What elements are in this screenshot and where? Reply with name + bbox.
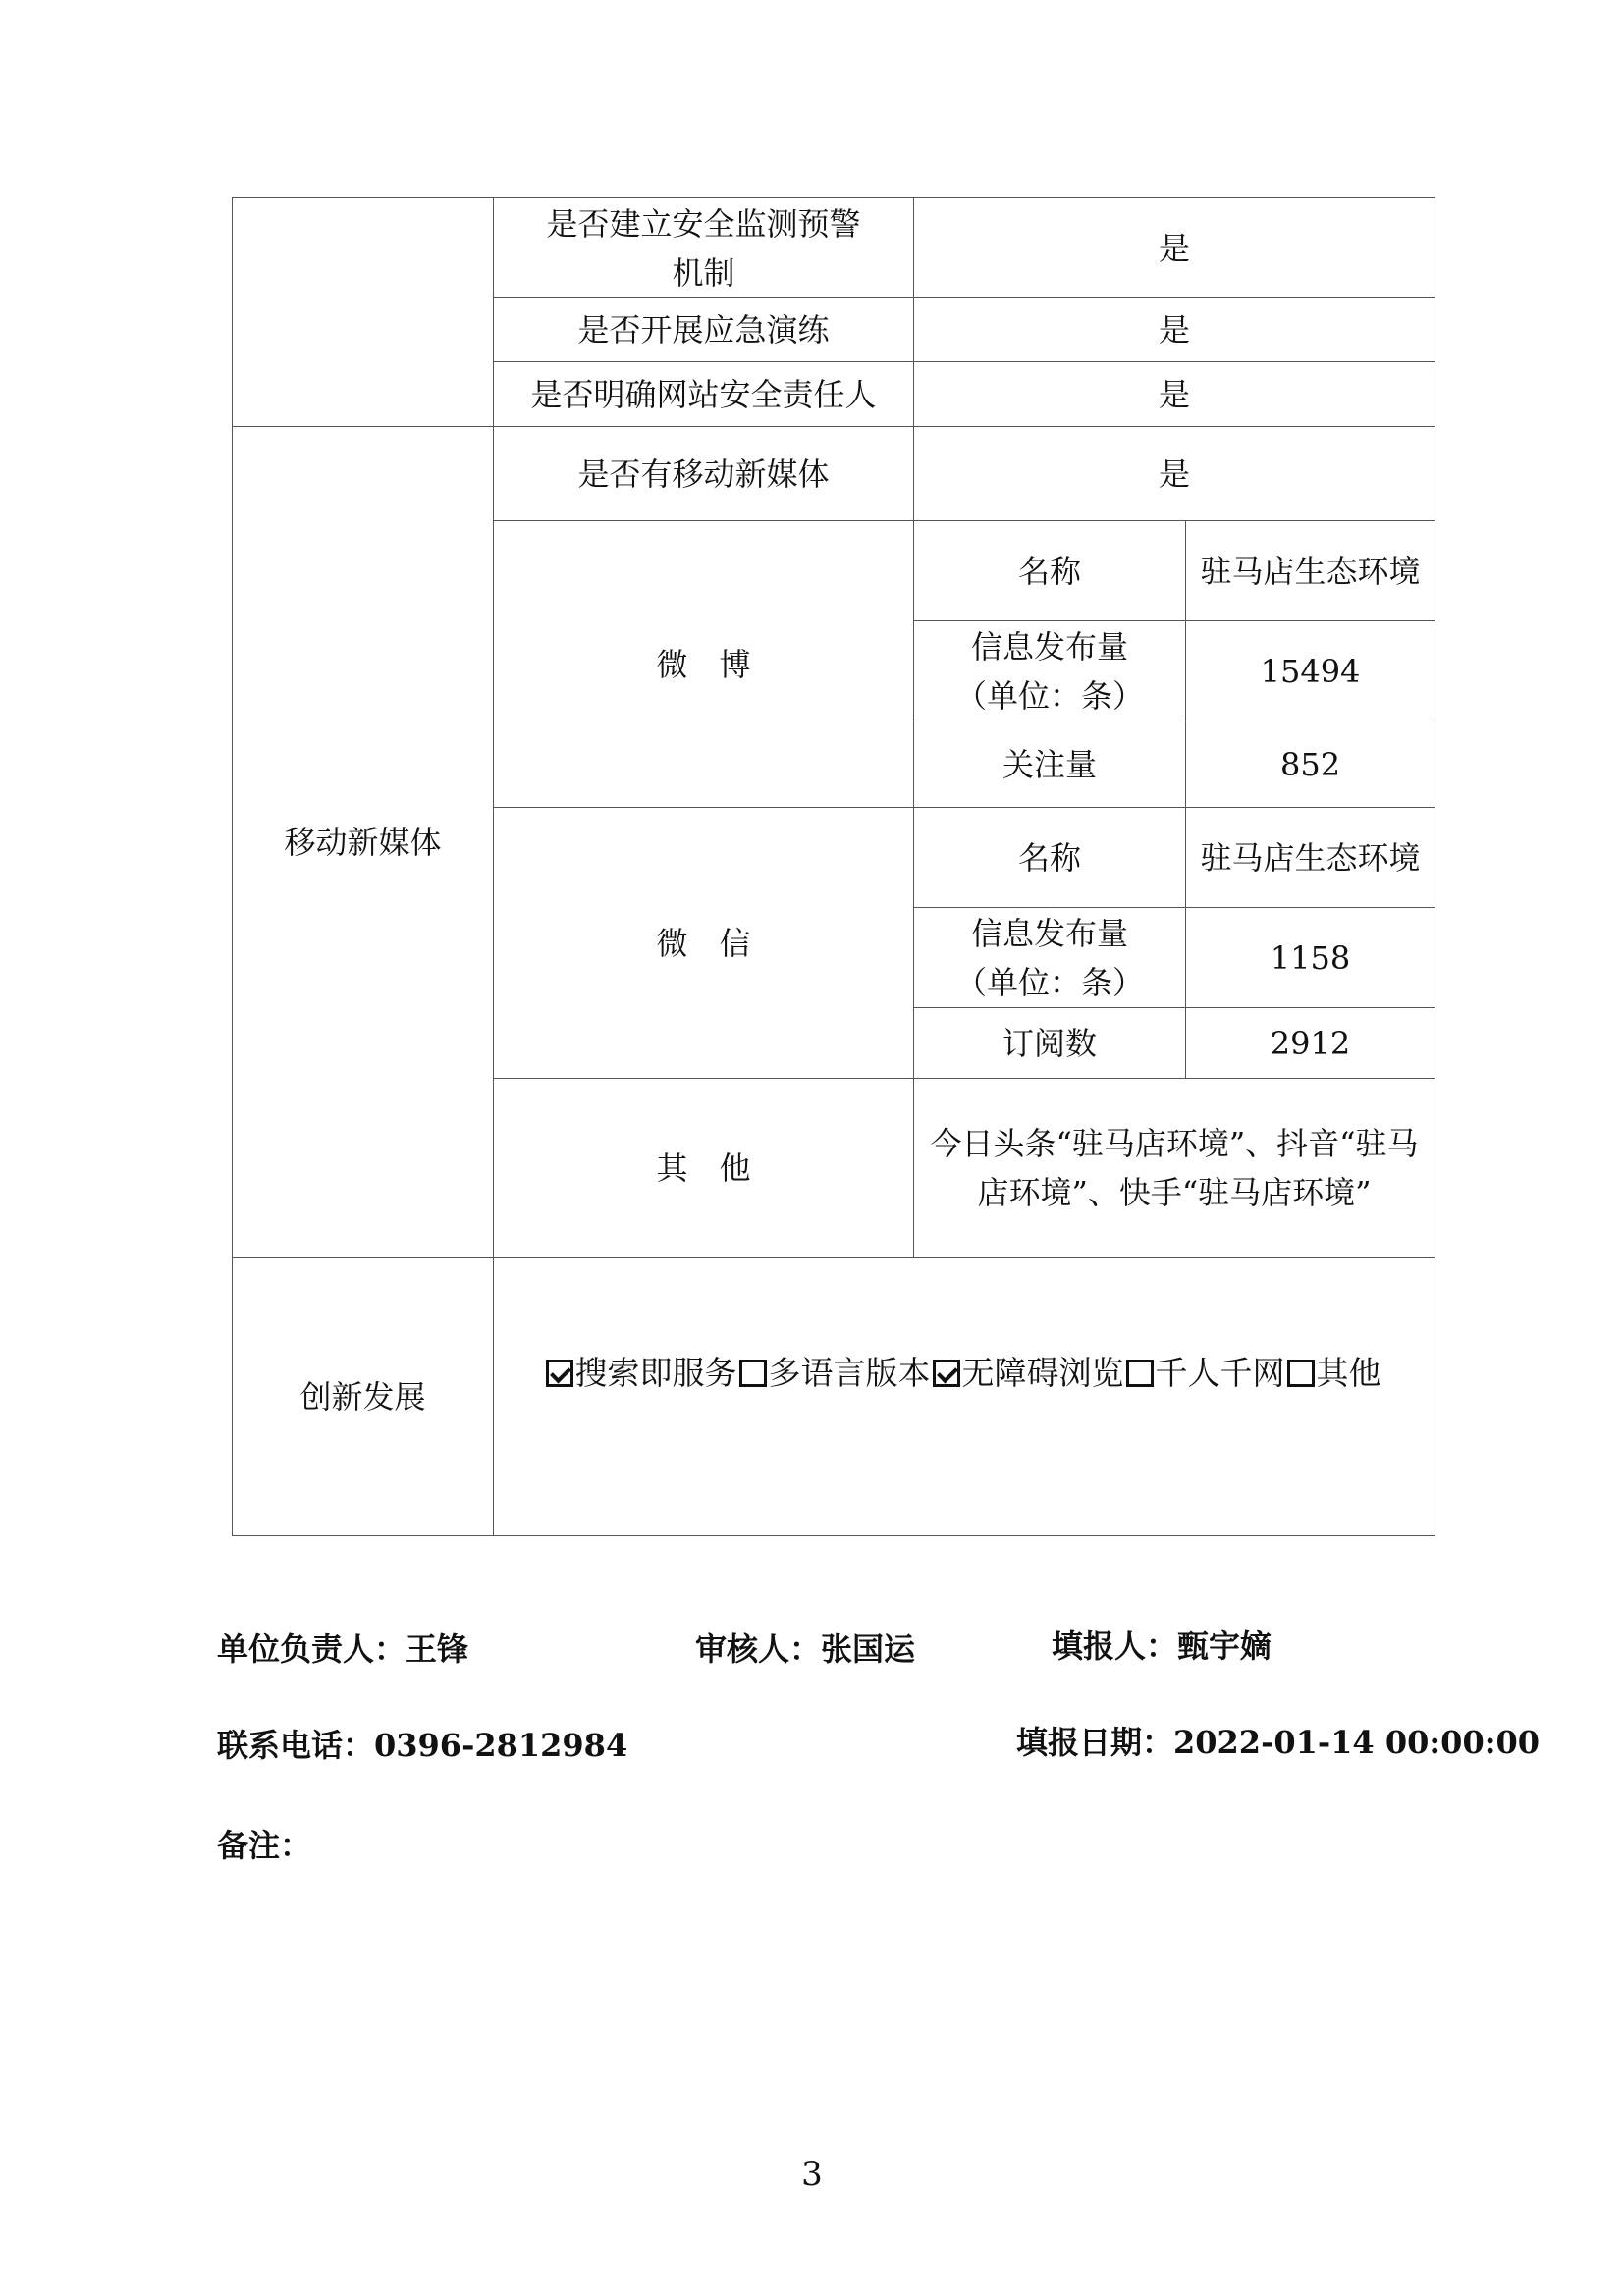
report-table [232, 197, 1435, 1536]
security-value-responsible: 是 [914, 362, 1435, 427]
weibo-posts-label: 信息发布量（单位：条） [914, 621, 1186, 721]
fill-date: 填报日期：2022-01-14 00:00:00 [1016, 1724, 1541, 1761]
weibo-label: 微 博 [494, 521, 914, 808]
filler: 填报人：甄宇嫡 [1052, 1628, 1272, 1665]
wechat-name-value: 驻马店生态环境 [1186, 808, 1435, 908]
wechat-posts-value: 1158 [1186, 908, 1435, 1008]
weibo-follow-label: 关注量 [914, 721, 1186, 808]
checkbox-empty-icon[interactable] [1126, 1360, 1154, 1387]
weibo-posts-value: 15494 [1186, 621, 1435, 721]
table-row [233, 427, 1435, 521]
option-search-service[interactable]: 搜索即服务 [546, 1349, 737, 1398]
has-mobile-label: 是否有移动新媒体 [494, 427, 914, 521]
wechat-subs-value: 2912 [1186, 1008, 1435, 1079]
remarks-label: 备注： [217, 1827, 312, 1864]
checkbox-checked-icon[interactable] [546, 1360, 573, 1387]
reviewer: 审核人：张国运 [695, 1630, 916, 1668]
other-media-value: 今日头条“驻马店环境”、抖音“驻马店环境”、快手“驻马店环境” [914, 1079, 1435, 1258]
security-label-monitoring: 是否建立安全监测预警机制 [494, 198, 914, 298]
innovation-checkbox-row [504, 1349, 1425, 1398]
option-multilanguage[interactable]: 多语言版本 [739, 1349, 931, 1398]
table-row [233, 1258, 1435, 1536]
unit-head: 单位负责人：王锋 [217, 1630, 469, 1668]
security-value-monitoring: 是 [914, 198, 1435, 298]
innovation-options [494, 1258, 1435, 1536]
option-other[interactable]: 其他 [1287, 1349, 1381, 1398]
checkbox-empty-icon[interactable] [739, 1360, 767, 1387]
wechat-subs-label: 订阅数 [914, 1008, 1186, 1079]
weibo-follow-value: 852 [1186, 721, 1435, 808]
innovation-label: 创新发展 [233, 1258, 494, 1536]
mobile-section-label: 移动新媒体 [233, 427, 494, 1258]
table-row [233, 198, 1435, 298]
other-media-label: 其 他 [494, 1079, 914, 1258]
wechat-posts-label: 信息发布量（单位：条） [914, 908, 1186, 1008]
page-number: 3 [801, 2155, 823, 2194]
checkbox-checked-icon[interactable] [933, 1360, 960, 1387]
security-label-responsible: 是否明确网站安全责任人 [494, 362, 914, 427]
has-mobile-value: 是 [914, 427, 1435, 521]
option-personalized[interactable]: 千人千网 [1126, 1349, 1285, 1398]
security-section-cell [233, 198, 494, 427]
option-accessibility[interactable]: 无障碍浏览 [933, 1349, 1124, 1398]
contact-phone: 联系电话：0396-2812984 [217, 1727, 628, 1764]
weibo-name-value: 驻马店生态环境 [1186, 521, 1435, 621]
wechat-label: 微 信 [494, 808, 914, 1079]
wechat-name-label: 名称 [914, 808, 1186, 908]
weibo-name-label: 名称 [914, 521, 1186, 621]
security-value-drill: 是 [914, 298, 1435, 362]
checkbox-empty-icon[interactable] [1287, 1360, 1315, 1387]
security-label-drill: 是否开展应急演练 [494, 298, 914, 362]
